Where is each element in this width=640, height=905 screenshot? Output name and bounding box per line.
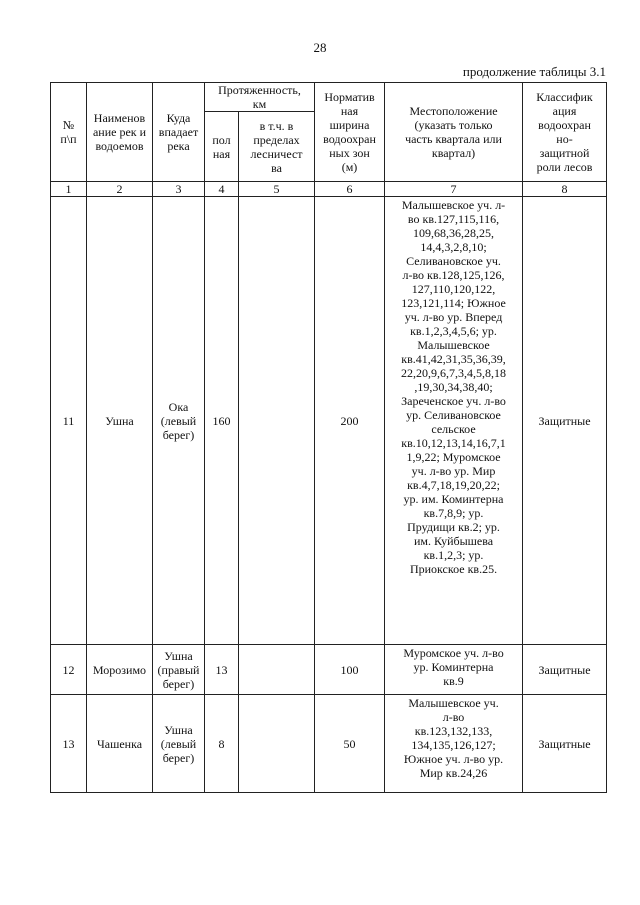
cell-classification: Защитные <box>523 197 607 645</box>
header-length-group: Протяженность, км <box>205 83 315 112</box>
cell-width: 100 <box>315 645 385 695</box>
cell-length-total: 160 <box>205 197 239 645</box>
cell-num: 12 <box>51 645 87 695</box>
column-number: 5 <box>239 182 315 197</box>
cell-name: Чашенка <box>87 695 153 793</box>
header-name: Наименов ание рек и водоемов <box>87 83 153 182</box>
column-number: 1 <box>51 182 87 197</box>
column-numbers-row <box>51 182 607 197</box>
cell-width: 50 <box>315 695 385 793</box>
cell-location: Муромское уч. л-во ур. Коминтерна кв.9 <box>385 645 523 695</box>
table-row <box>51 645 607 695</box>
cell-location: Малышевское уч. л-во кв.123,132,133, 134,135,126,127; Южное уч. л-во ур. Мир кв.24,26 <box>385 695 523 793</box>
cell-name: Морозимо <box>87 645 153 695</box>
header-classification: Классифик ация водоохран но- защитной роли лесов <box>523 83 607 182</box>
column-number: 2 <box>87 182 153 197</box>
column-number: 6 <box>315 182 385 197</box>
cell-length-total: 13 <box>205 645 239 695</box>
column-number: 4 <box>205 182 239 197</box>
cell-location: Малышевское уч. л- во кв.127,115,116, 109,68,36,28,25, 14,4,3,2,8,10; Селивановское уч. л-во кв.128,125,126, 127,110,120,122, 123,121,114; Южное уч. л-во ур. Вперед кв.1,2,3,4,5,6; ур. Малышевское кв.41,42,31,35,36,39, 22,20,9,6,7,3,4,5,8,18 ,19,30,34,38,40; Зареченское уч. л-во ур. Селивановское сельское кв.10,12,13,14,16,7,1 1,9,22; Муромское уч. л-во ур. Мир кв.4,7,18,19,20,22; ур. им. Коминтерна кв.7,8,9; ур. Прудищи кв.2; ур. им. Куйбышева кв.1,2,3; ур. Приокское кв.25. <box>385 197 523 645</box>
header-location: Местоположение (указать только часть квартала или квартал) <box>385 83 523 182</box>
cell-length-within <box>239 197 315 645</box>
cell-flows-into: Ушна (левый берег) <box>153 695 205 793</box>
header-num: № п\п <box>51 83 87 182</box>
cell-flows-into: Ушна (правый берег) <box>153 645 205 695</box>
page-number: 28 <box>313 40 327 55</box>
header-length-total: пол ная <box>205 112 239 182</box>
column-number: 3 <box>153 182 205 197</box>
header-width: Норматив ная ширина водоохран ных зон (м) <box>315 83 385 182</box>
cell-width: 200 <box>315 197 385 645</box>
cell-length-within <box>239 695 315 793</box>
table-caption: продолжение таблицы 3.1 <box>462 64 606 79</box>
cell-classification: Защитные <box>523 695 607 793</box>
cell-flows-into: Ока (левый берег) <box>153 197 205 645</box>
cell-name: Ушна <box>87 197 153 645</box>
column-number: 8 <box>523 182 607 197</box>
column-number: 7 <box>385 182 523 197</box>
cell-length-within <box>239 645 315 695</box>
table-row <box>51 695 607 793</box>
water-protection-table <box>50 82 607 793</box>
cell-length-total: 8 <box>205 695 239 793</box>
table-row <box>51 197 607 645</box>
cell-num: 13 <box>51 695 87 793</box>
cell-classification: Защитные <box>523 645 607 695</box>
cell-num: 11 <box>51 197 87 645</box>
header-length-within: в т.ч. в пределах лесничест ва <box>239 112 315 182</box>
header-flows-into: Куда впадает река <box>153 83 205 182</box>
